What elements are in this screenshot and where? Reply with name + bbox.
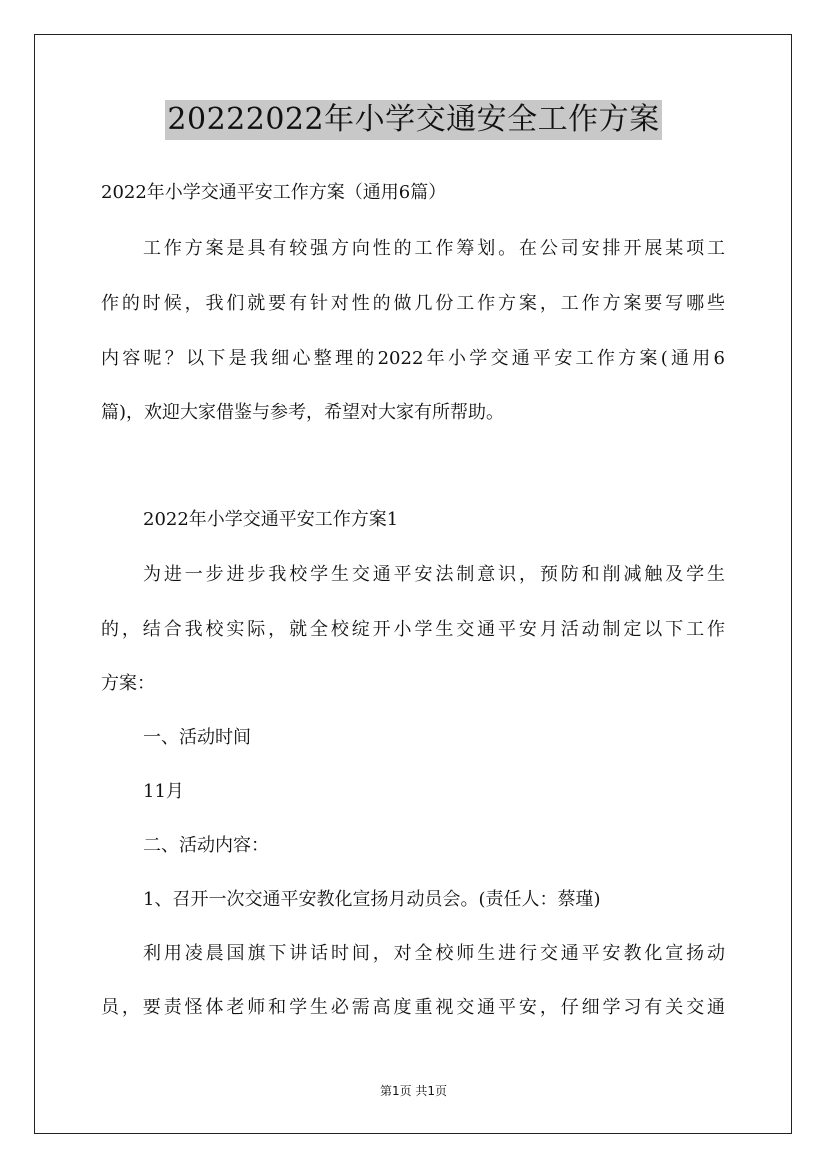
para1-line-2: 的，结合我校实际，就全校绽开小学生交通平安月活动制定以下工作 [101, 619, 725, 640]
page-footer: 第1页 共1页 [379, 1084, 448, 1098]
document-subtitle: 2022年小学交通平安工作方案（通用6篇） [101, 182, 447, 203]
intro-line-1: 工作方案是具有较强方向性的工作筹划。在公司安排开展某项工 [143, 238, 725, 259]
para1-line-1: 为进一步进步我校学生交通平安法制意识，预防和削减触及学生 [143, 564, 725, 585]
activity-time-value: 11月 [143, 781, 184, 802]
activity-time-heading: 一、活动时间 [143, 727, 251, 748]
para2-line-1: 利用凌晨国旗下讲话时间，对全校师生进行交通平安教化宣扬动 [143, 943, 725, 964]
document-title: 20222022年小学交通安全工作方案 [165, 100, 661, 140]
activity-content-heading: 二、活动内容： [143, 835, 269, 856]
intro-line-4: 篇)，欢迎大家借鉴与参考，希望对大家有所帮助。 [101, 402, 505, 423]
section-heading: 2022年小学交通平安工作方案1 [143, 509, 399, 530]
intro-line-3: 内容呢？以下是我细心整理的2022年小学交通平安工作方案(通用6 [101, 348, 725, 369]
activity-item-1: 1、召开一次交通平安教化宣扬月动员会。(责任人：蔡瑾) [143, 889, 601, 910]
para2-line-2: 员，要责怪体老师和学生必需高度重视交通平安，仔细学习有关交通 [101, 997, 725, 1018]
intro-line-2: 作的时候，我们就要有针对性的做几份工作方案，工作方案要写哪些 [101, 293, 725, 314]
title-container [0, 100, 827, 140]
para1-line-3: 方案： [101, 673, 155, 694]
